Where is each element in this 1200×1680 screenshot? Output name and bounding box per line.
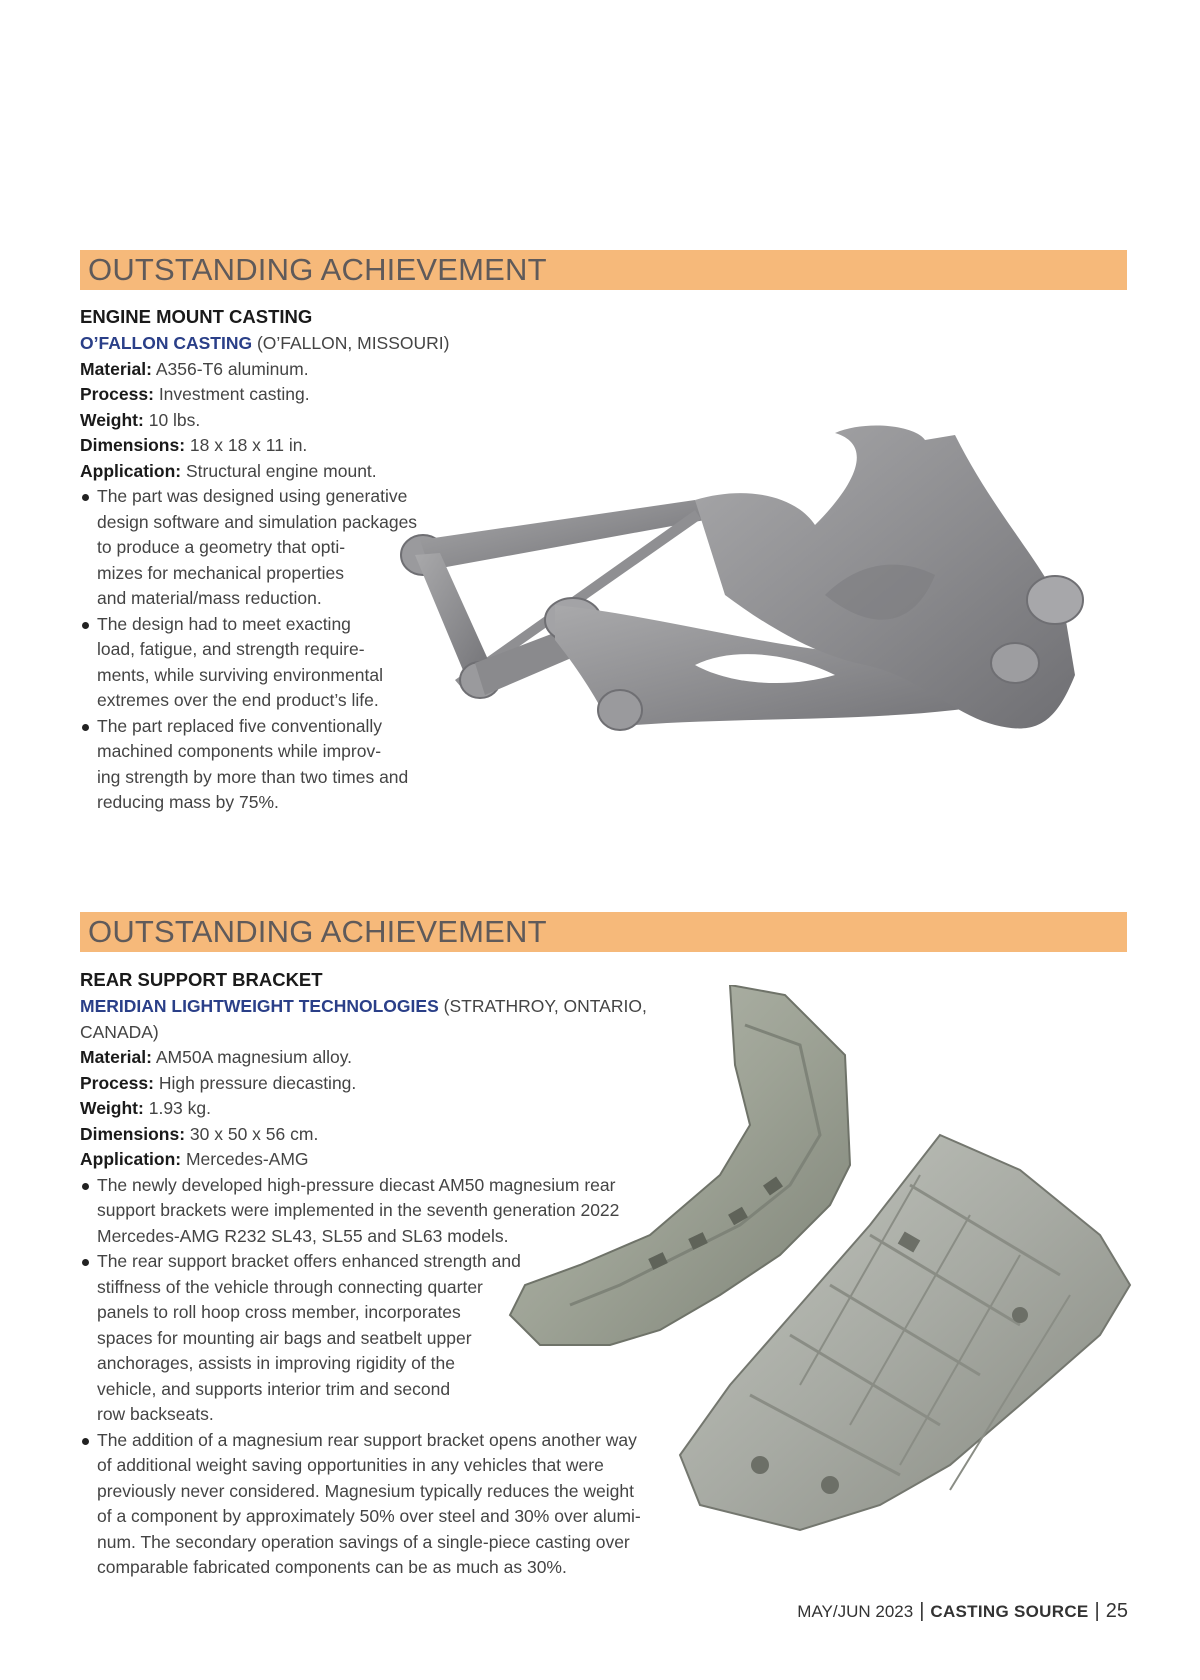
spec-process: Process: Investment casting. xyxy=(80,384,310,404)
bullet-item: The addition of a magnesium rear support bracket opens another way of additional weight saving opportunities in any vehicles that were previously never considered. Magnesium typically reduces the weight of a component by approximately 50% over steel and 30% over alumi- num. The secondary operation savings of a single-piece casting over comparable fabricated components can be as much as 30%. xyxy=(80,1428,700,1581)
spec-process: Process: High pressure diecasting. xyxy=(80,1072,357,1093)
page-footer: MAY/JUN 2023 | CASTING SOURCE | 25 xyxy=(797,1600,1128,1622)
bullet-item: The part replaced five conventionally machined components while improv- ing strength by more than two times and reducing mass by 75%. xyxy=(80,714,460,816)
company-name: O’FALLON CASTING xyxy=(80,333,253,353)
company-line xyxy=(80,331,460,357)
spec-dimensions: Dimensions: 30 x 50 x 56 cm. xyxy=(80,1123,319,1144)
company-location: (O’FALLON, MISSOURI) xyxy=(256,333,450,353)
section-banner xyxy=(80,912,1127,952)
spec-application: Application: Structural engine mount. xyxy=(80,460,377,481)
section-banner xyxy=(80,250,1127,290)
article-title: REAR SUPPORT BRACKET xyxy=(80,969,323,990)
spec-application: Application: Mercedes-AMG xyxy=(80,1149,309,1169)
bullet-item: The newly developed high-pressure diecast AM50 magnesium rear support brackets were implemented in the seventh generation 2022 Mercedes-AMG R232 SL43, SL55 and SL63 models. xyxy=(80,1173,700,1250)
bullet-item: The part was designed using generative design software and simulation packages to produce a geometry that opti- mizes for mechanical properties and material/mass reduction. xyxy=(80,484,460,612)
rear-support-bracket-photo xyxy=(500,985,1140,1550)
banner-text: OUTSTANDING ACHIEVEMENT xyxy=(88,252,547,287)
spec-weight: Weight: 10 lbs. xyxy=(80,409,201,430)
company-name: MERIDIAN LIGHTWEIGHT TECHNOLOGIES xyxy=(80,996,439,1016)
banner-text: OUTSTANDING ACHIEVEMENT xyxy=(88,914,547,949)
magazine-name: CASTING SOURCE xyxy=(930,1602,1089,1621)
issue-date: MAY/JUN 2023 xyxy=(797,1602,914,1621)
spec-weight: Weight: 1.93 kg. xyxy=(80,1098,211,1118)
page-number: 25 xyxy=(1105,1600,1128,1622)
spec-dimensions: Dimensions: 18 x 18 x 11 in. xyxy=(80,435,308,455)
bullet-item: The rear support bracket offers enhanced strength and stiffness of the vehicle through connecting quarter panels to roll hoop cross member, incorporates spaces for mounting air bags and seatbelt upper anchorages, assists in improving rigidity of the vehicle, and supports interior trim and second row backseats. xyxy=(80,1249,700,1428)
article-title: ENGINE MOUNT CASTING xyxy=(80,306,313,327)
spec-material: Material: A356-T6 aluminum. xyxy=(80,358,309,379)
bullet-item: The design had to meet exacting load, fatigue, and strength require- ments, while surviving environmental extremes over the end product’s life. xyxy=(80,612,460,714)
spec-material: Material: AM50A magnesium alloy. xyxy=(80,1047,353,1067)
company-location: (STRATHROY, ONTARIO, CANADA) xyxy=(80,996,647,1042)
engine-mount-casting-photo xyxy=(395,425,1135,795)
